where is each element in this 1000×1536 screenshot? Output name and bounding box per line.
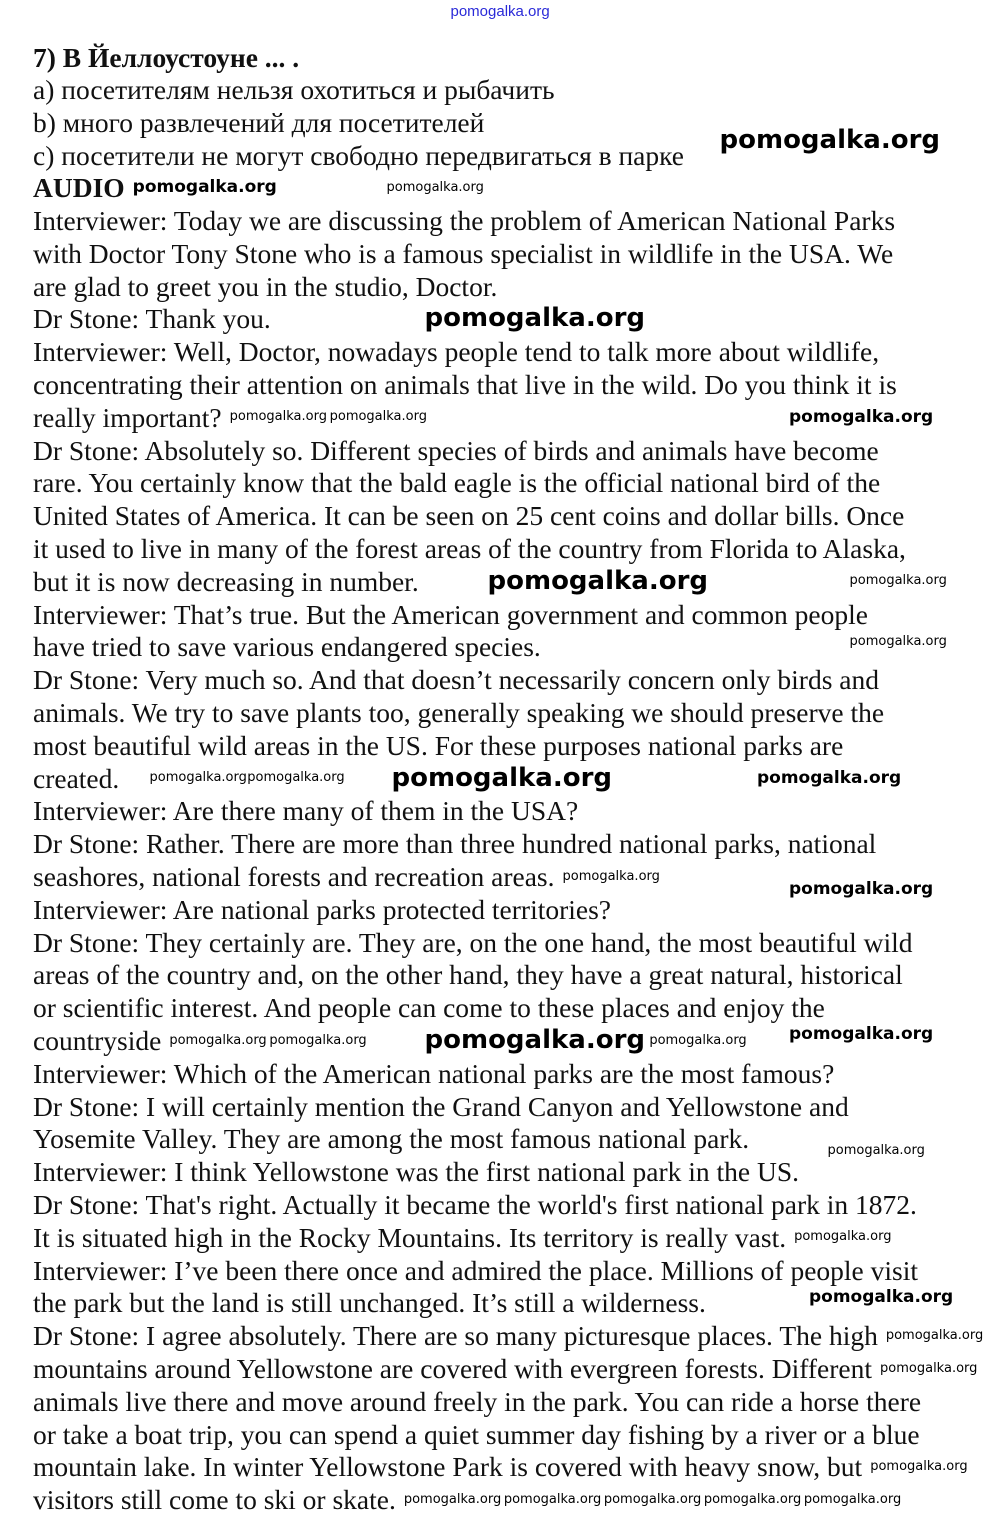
transcript-line: areas of the country and, on the other hand, they have a great natural, historical — [33, 959, 903, 991]
transcript-line: but it is now decreasing in number. — [33, 565, 419, 597]
transcript-line: or take a boat trip, you can spend a quiet summer day fishing by a river or a blue — [33, 1418, 920, 1450]
transcript-line: concentrating their attention on animals that live in the wild. Do you think it is — [33, 369, 897, 400]
transcript-line: or scientific interest. And people can come to these places and enjoy the — [33, 992, 825, 1024]
watermark: pomogalka.org — [649, 1032, 747, 1048]
transcript-line: mountain lake. In winter Yellowstone Park is covered with heavy snow, but — [33, 1451, 863, 1483]
transcript-line: countryside — [33, 1025, 162, 1056]
transcript-line: rare. You certainly know that the bald eagle is the official national bird of the — [33, 467, 881, 499]
watermark: pomogalka.org — [757, 767, 902, 788]
question-title: 7) В Йеллоустоуне ... . — [33, 42, 300, 73]
transcript-line: Interviewer: Are national parks protected territories? — [33, 893, 612, 925]
transcript-line: Dr Stone: I agree absolutely. There are so many picturesque places. The high — [33, 1320, 878, 1352]
audio-heading: AUDIO — [33, 172, 125, 203]
option-c: c) посетители не могут свободно передвигаться в парке — [33, 140, 685, 171]
transcript-line: Dr Stone: That's right. Actually it became the world's first national park in 1872. — [33, 1189, 917, 1220]
transcript-line: with Doctor Tony Stone who is a famous specialist in wildlife in the USA. We — [33, 237, 894, 269]
watermark: pomogalka.org — [403, 1491, 502, 1507]
transcript-line: Dr Stone: They certainly are. They are, on the one hand, the most beautiful wild — [33, 926, 913, 958]
transcript-line: Interviewer: Today we are discussing the problem of American National Parks — [33, 205, 896, 236]
transcript-line: Interviewer: Which of the American national parks are the most famous? — [33, 1057, 835, 1089]
watermark: pomogalka.org — [132, 177, 277, 197]
watermark: pomogalka.org — [803, 1491, 902, 1507]
transcript-line: Interviewer: Are there many of them in the USA? — [33, 795, 579, 827]
watermark: pomogalka.org — [424, 303, 646, 334]
watermark: pomogalka.org — [229, 409, 327, 425]
watermark: pomogalka.org — [329, 409, 427, 425]
transcript-line: mountains around Yellowstone are covered with evergreen forests. Different — [33, 1353, 873, 1384]
transcript-line: animals live there and move around freely in the park. You can ride a horse there — [33, 1385, 922, 1417]
watermark: pomogalka.org — [849, 634, 947, 649]
transcript-line: Dr Stone: Rather. There are more than three hundred national parks, national — [33, 828, 877, 860]
watermark: pomogalka.org — [789, 878, 934, 899]
watermark: pomogalka.org — [794, 1229, 892, 1245]
watermark: pomogalka.org — [827, 1143, 925, 1158]
transcript-line: It is situated high in the Rocky Mountains. Its territory is really vast. — [33, 1221, 787, 1253]
watermark: pomogalka.org — [149, 770, 247, 786]
option-b: b) много развлечений для посетителей — [33, 107, 485, 138]
watermark: pomogalka.org — [789, 1023, 934, 1044]
watermark: pomogalka.org — [870, 1458, 968, 1474]
watermark: pomogalka.org — [391, 762, 613, 793]
transcript-line: Dr Stone: Absolutely so. Different species of birds and animals have become — [33, 434, 879, 466]
transcript-line: Dr Stone: I will certainly mention the Grand Canyon and Yellowstone and — [33, 1090, 849, 1122]
transcript-line: really important? — [33, 401, 222, 433]
watermark: pomogalka.org — [169, 1032, 267, 1048]
watermark: pomogalka.org — [269, 1032, 367, 1048]
transcript-line: Interviewer: Well, Doctor, nowadays people tend to talk more about wildlife, — [33, 336, 880, 368]
watermark: pomogalka.org — [562, 868, 660, 884]
transcript-line: Yosemite Valley. They are among the most famous national park. — [33, 1123, 750, 1155]
option-a: a) посетителям нельзя охотиться и рыбачить — [33, 74, 555, 105]
transcript-line: seashores, national forests and recreation areas. — [33, 861, 555, 892]
watermark: pomogalka.org — [885, 1327, 984, 1343]
transcript-line: Interviewer: I’ve been there once and admired the place. Millions of people visit — [33, 1254, 919, 1286]
transcript-line: most beautiful wild areas in the US. For these purposes national parks are — [33, 729, 844, 761]
watermark: pomogalka.org — [424, 1025, 646, 1055]
watermark: pomogalka.org — [247, 770, 345, 786]
watermark: pomogalka.org — [789, 406, 934, 427]
watermark: pomogalka.org — [880, 1360, 978, 1376]
watermark: pomogalka.org — [603, 1491, 702, 1507]
transcript-line: Interviewer: That’s true. But the American government and common people — [33, 598, 868, 630]
transcript-line: animals. We try to save plants too, generally speaking we should preserve the — [33, 697, 885, 728]
watermark: pomogalka.org — [849, 573, 947, 589]
transcript-line: Interviewer: I think Yellowstone was the first national park in the US. — [33, 1156, 800, 1188]
watermark: pomogalka.org — [809, 1286, 954, 1307]
watermark: pomogalka.org — [487, 565, 709, 596]
transcript-line: the park but the land is still unchanged. It’s still a wilderness. — [33, 1287, 706, 1319]
watermark: pomogalka.org — [703, 1491, 802, 1507]
transcript-line: it used to live in many of the forest areas of the country from Florida to Alaska, — [33, 533, 906, 564]
transcript-line: United States of America. It can be seen on 25 cent coins and dollar bills. Once — [33, 500, 905, 532]
watermark: pomogalka.org — [503, 1491, 602, 1507]
transcript-line: are glad to greet you in the studio, Doctor. — [33, 270, 498, 302]
transcript-line: created. — [33, 762, 120, 794]
transcript-line: visitors still come to ski or skate. — [33, 1484, 396, 1516]
transcript-line: have tried to save various endangered species. — [33, 631, 541, 663]
watermark: pomogalka.org — [450, 2, 550, 20]
transcript-line: Dr Stone: Thank you. — [33, 303, 271, 335]
watermark: pomogalka.org — [386, 179, 484, 195]
watermark: pomogalka.org — [719, 124, 941, 155]
transcript-line: Dr Stone: Very much so. And that doesn’t necessarily concern only birds and — [33, 664, 879, 696]
